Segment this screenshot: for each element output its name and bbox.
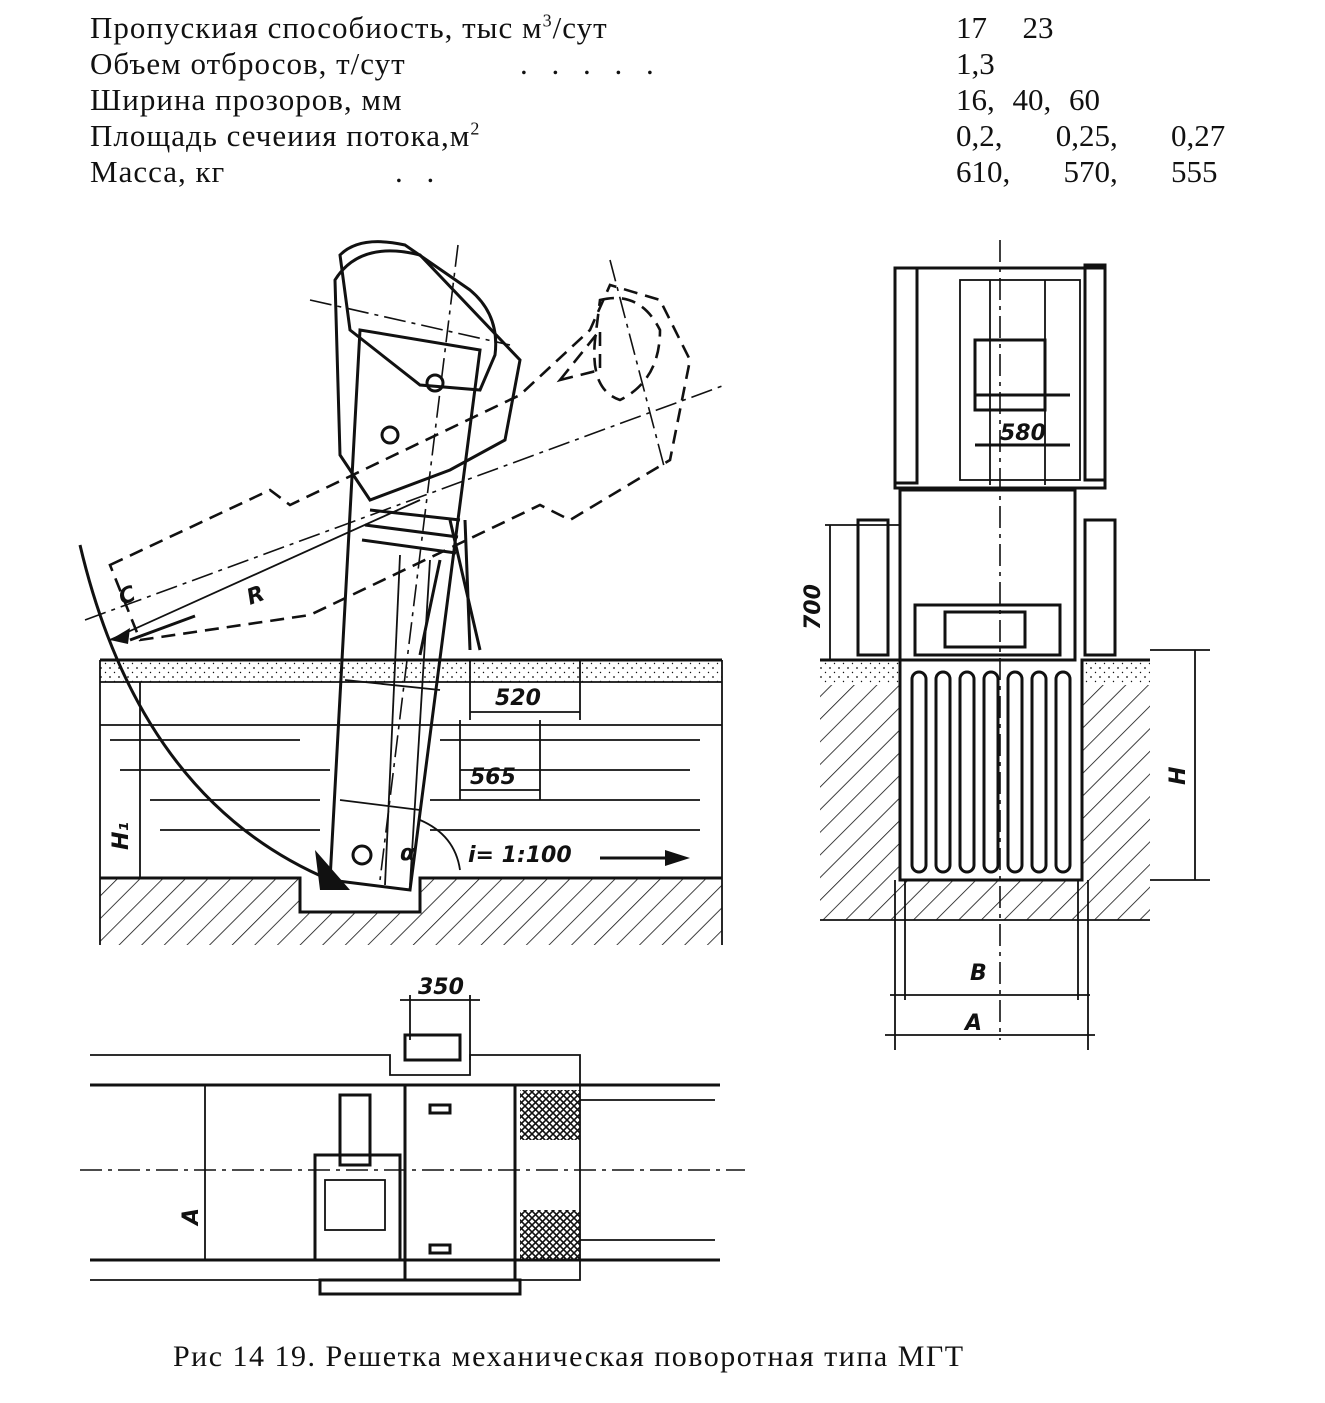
grate-bars bbox=[912, 672, 1070, 872]
label-alpha: α bbox=[400, 841, 416, 866]
dim-565: 565 bbox=[470, 765, 516, 790]
spec-label: Масса, кг bbox=[90, 154, 226, 189]
label-h1: H₁ bbox=[109, 821, 134, 850]
label-slope: i= 1:100 bbox=[468, 843, 572, 868]
spec-dots: . . bbox=[395, 154, 443, 189]
plan-hatch-bottom bbox=[520, 1210, 580, 1260]
spec-value: 1,3 bbox=[956, 46, 995, 81]
grate-housing bbox=[900, 490, 1075, 660]
spec-label: Ширина прозоров, мм bbox=[90, 82, 403, 117]
spec-value: 610, 570, 555 bbox=[956, 154, 1218, 189]
label-a-plan: A bbox=[179, 1207, 204, 1225]
spec-value: 0,2, 0,25, 0,27 bbox=[956, 118, 1226, 153]
spec-value: 17 23 bbox=[956, 10, 1054, 45]
raised-grate-outline bbox=[85, 260, 725, 640]
spec-dots: . . . . . bbox=[520, 46, 662, 81]
front-view bbox=[801, 240, 1210, 1050]
dim-520: 520 bbox=[495, 686, 541, 711]
plan-channel bbox=[90, 1055, 580, 1280]
dim-700: 700 bbox=[801, 584, 826, 630]
ground-surface bbox=[100, 660, 722, 682]
water-lines bbox=[110, 740, 700, 830]
dim-350: 350 bbox=[418, 975, 464, 1000]
figure-caption: Рис 14 19. Решетка механическая поворотная типа МГТ bbox=[173, 1340, 965, 1373]
label-c: C bbox=[115, 581, 140, 611]
side-view bbox=[80, 242, 725, 945]
spec-label: Пропускиая способиость, тыс $м^3$/сут bbox=[90, 10, 608, 45]
spec-value: 16, 40, 60 bbox=[956, 82, 1100, 117]
dim-580: 580 bbox=[1000, 421, 1046, 446]
spec-label: Объем отбросов, т/сут bbox=[90, 46, 406, 81]
label-b: B bbox=[970, 961, 987, 986]
plan-hatch-top bbox=[520, 1090, 580, 1140]
spec-label: Площадь сечеиия $потока,м^2$ bbox=[90, 118, 481, 153]
label-a-front: A bbox=[965, 1011, 983, 1036]
plan-housing bbox=[405, 1085, 515, 1280]
drive-frame bbox=[895, 268, 1105, 488]
plan-view bbox=[80, 975, 745, 1294]
label-h: H bbox=[1166, 766, 1191, 785]
label-r: R bbox=[243, 581, 268, 611]
